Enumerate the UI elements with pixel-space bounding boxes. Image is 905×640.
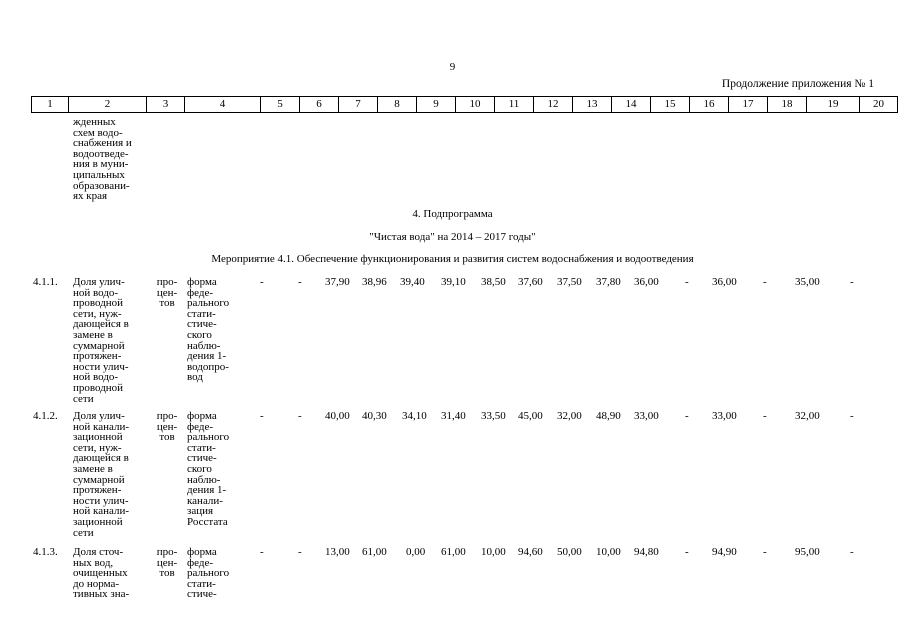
row-indicator-name: Доля улич- ной водо- проводной сети, нуж- дающейся в замене в суммарной протяжен- ности улич- ной водо- проводной сети — [73, 276, 129, 405]
row-value: 48,90 — [596, 410, 621, 422]
subprogram-name: "Чистая вода" на 2014 – 2017 годы" — [369, 231, 536, 243]
header-col-10: 10 — [456, 97, 495, 113]
row-id: 4.1.2. — [33, 410, 58, 422]
row-value: 37,90 — [325, 276, 350, 288]
row-value: - — [260, 546, 264, 558]
row-value: - — [850, 410, 854, 422]
header-col-9: 9 — [417, 97, 456, 113]
header-col-4: 4 — [185, 97, 261, 113]
row-value: 32,00 — [557, 410, 582, 422]
row-value: 32,00 — [795, 410, 820, 422]
row-value: - — [298, 546, 302, 558]
row-value: - — [763, 410, 767, 422]
row-value: 33,00 — [634, 410, 659, 422]
row-value: 94,60 — [518, 546, 543, 558]
row-source: форма феде- рального стати- стиче- ского наблю- дения 1- канали- зация Росстата — [187, 410, 230, 528]
header-col-13: 13 — [573, 97, 612, 113]
row-value: 13,00 — [325, 546, 350, 558]
header-col-14: 14 — [612, 97, 651, 113]
row-value: 40,00 — [325, 410, 350, 422]
row-value: 33,50 — [481, 410, 506, 422]
row-value: - — [850, 546, 854, 558]
row-value: 31,40 — [441, 410, 466, 422]
measure-title: Мероприятие 4.1. Обеспечение функционирования и развития систем водоснабжения и водоотведения — [211, 253, 694, 265]
row-value: - — [763, 276, 767, 288]
header-col-8: 8 — [378, 97, 417, 113]
row-unit: про- цен- тов — [156, 276, 178, 310]
row-id: 4.1.1. — [33, 276, 58, 288]
row-value: 37,80 — [596, 276, 621, 288]
subprogram-title: 4. Подпрограмма — [412, 208, 493, 220]
row-value: 40,30 — [362, 410, 387, 422]
header-col-11: 11 — [495, 97, 534, 113]
header-col-20: 20 — [860, 97, 898, 113]
row-value: - — [260, 410, 264, 422]
row-value: 39,40 — [400, 276, 425, 288]
row-value: 38,50 — [481, 276, 506, 288]
row-source: форма феде- рального стати- стиче- ского наблю- дения 1- водопро- вод — [187, 276, 230, 384]
row-value: 10,00 — [481, 546, 506, 558]
row-unit: про- цен- тов — [156, 546, 178, 580]
row-source: форма феде- рального стати- стиче- — [187, 546, 230, 601]
row-value: 10,00 — [596, 546, 621, 558]
row-value: 0,00 — [406, 546, 426, 558]
row-value: 36,00 — [712, 276, 737, 288]
header-col-12: 12 — [534, 97, 573, 113]
row-value: - — [298, 276, 302, 288]
row-value: 95,00 — [795, 546, 820, 558]
row-unit: про- цен- тов — [156, 410, 178, 444]
header-col-2: 2 — [69, 97, 147, 113]
header-col-17: 17 — [729, 97, 768, 113]
row-value: 37,50 — [557, 276, 582, 288]
header-col-15: 15 — [651, 97, 690, 113]
row-value: - — [260, 276, 264, 288]
row-value: - — [685, 546, 689, 558]
row-value: - — [298, 410, 302, 422]
header-col-19: 19 — [807, 97, 860, 113]
row-value: 36,00 — [634, 276, 659, 288]
header-col-7: 7 — [339, 97, 378, 113]
row-indicator-name: Доля сточ- ных вод, очищенных до норма- тивных зна- — [73, 546, 130, 601]
header-col-6: 6 — [300, 97, 339, 113]
row-value: 50,00 — [557, 546, 582, 558]
row-id: 4.1.3. — [33, 546, 58, 558]
header-col-5: 5 — [261, 97, 300, 113]
row-value: 33,00 — [712, 410, 737, 422]
row-value: 94,80 — [634, 546, 659, 558]
header-col-16: 16 — [690, 97, 729, 113]
page-number: 9 — [449, 61, 456, 73]
row-value: 94,90 — [712, 546, 737, 558]
row-value: - — [763, 546, 767, 558]
row-value: - — [850, 276, 854, 288]
column-number-header — [31, 96, 898, 113]
row-value: 61,00 — [441, 546, 466, 558]
row-value: 37,60 — [518, 276, 543, 288]
row-indicator-name: Доля улич- ной канали- зационной сети, нуж- дающейся в замене в суммарной протяжен- ности улич- ной канали- зационной сети — [73, 410, 129, 539]
row-value: - — [685, 410, 689, 422]
row-value: 45,00 — [518, 410, 543, 422]
row-value: 35,00 — [795, 276, 820, 288]
row-value: 38,96 — [362, 276, 387, 288]
row-value: 39,10 — [441, 276, 466, 288]
continuation-label: Продолжение приложения № 1 — [721, 78, 874, 90]
carryover-text: жденных схем водо- снабжения и водоотведе- ния в муни- ципальных образовани- ях края — [73, 116, 132, 203]
row-value: 61,00 — [362, 546, 387, 558]
header-col-1: 1 — [32, 97, 69, 113]
header-col-18: 18 — [768, 97, 807, 113]
header-col-3: 3 — [147, 97, 185, 113]
row-value: - — [685, 276, 689, 288]
row-value: 34,10 — [402, 410, 427, 422]
